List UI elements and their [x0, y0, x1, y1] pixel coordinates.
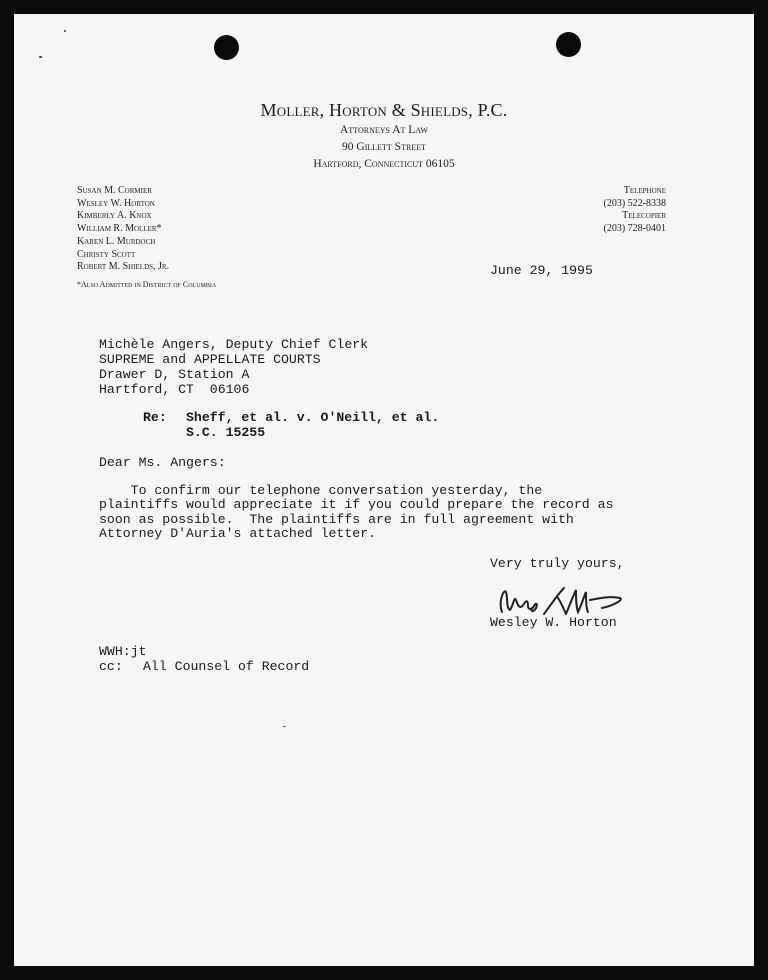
telephone-number: (203) 522-8338	[603, 197, 666, 209]
scan-speck	[283, 726, 286, 727]
re-case: Sheff, et al. v. O'Neill, et al.	[186, 410, 440, 425]
attorney-name: Robert M. Shields, Jr.	[77, 261, 170, 273]
scan-speck	[39, 56, 42, 58]
firm-subtitle: Attorneys At Law	[340, 124, 428, 136]
firm-street: 90 Gillett Street	[342, 141, 426, 153]
cc-value: All Counsel of Record	[143, 659, 310, 674]
body-line: plaintiffs would appreciate it if you could prepare the record as	[99, 497, 614, 512]
telecopier-number: (203) 728-0401	[603, 223, 666, 235]
re-docket: S.C. 15255	[186, 425, 266, 440]
closing: Very truly yours,	[490, 556, 625, 571]
signer-name: Wesley W. Horton	[490, 615, 617, 630]
salutation: Dear Ms. Angers:	[99, 455, 226, 470]
telecopier-label: Telecopier	[622, 210, 666, 222]
body-line: soon as possible. The plaintiffs are in full agreement with	[99, 512, 574, 527]
attorney-name: William R. Moller*	[77, 223, 162, 235]
attorney-name: Christy Scott	[77, 248, 136, 260]
re-label: Re:	[143, 410, 167, 425]
attorney-list	[77, 185, 169, 274]
attorney-name: Kimberly A. Knox	[77, 210, 152, 222]
firm-name: Moller, Horton & Shields, P.C.	[260, 100, 508, 120]
body-line: To confirm our telephone conversation yesterday, the	[99, 483, 543, 498]
recipient-line: Drawer D, Station A	[99, 367, 250, 382]
punch-hole-left	[214, 35, 239, 60]
scan-speck	[64, 30, 66, 32]
typist-initials: WWH:jt	[99, 644, 147, 659]
recipient-line: Hartford, CT 06106	[99, 382, 250, 397]
cc-label: cc:	[99, 659, 123, 674]
recipient-line: Michèle Angers, Deputy Chief Clerk	[99, 337, 369, 352]
letter-date: June 29, 1995	[490, 263, 593, 278]
telephone-label: Telephone	[623, 185, 666, 196]
attorney-name: Wesley W. Horton	[77, 197, 155, 209]
punch-hole-right	[556, 32, 581, 57]
recipient-line: SUPREME and APPELLATE COURTS	[99, 352, 321, 367]
footnote: *Also Admitted in District of Columbia	[77, 280, 217, 289]
letter-page	[14, 14, 754, 966]
attorney-name: Karen L. Murdoch	[77, 235, 156, 247]
attorney-name: Susan M. Cormier	[77, 185, 152, 196]
contact-block	[604, 185, 667, 236]
body-line: Attorney D'Auria's attached letter.	[99, 526, 376, 541]
firm-city: Hartford, Connecticut 06105	[313, 158, 455, 170]
